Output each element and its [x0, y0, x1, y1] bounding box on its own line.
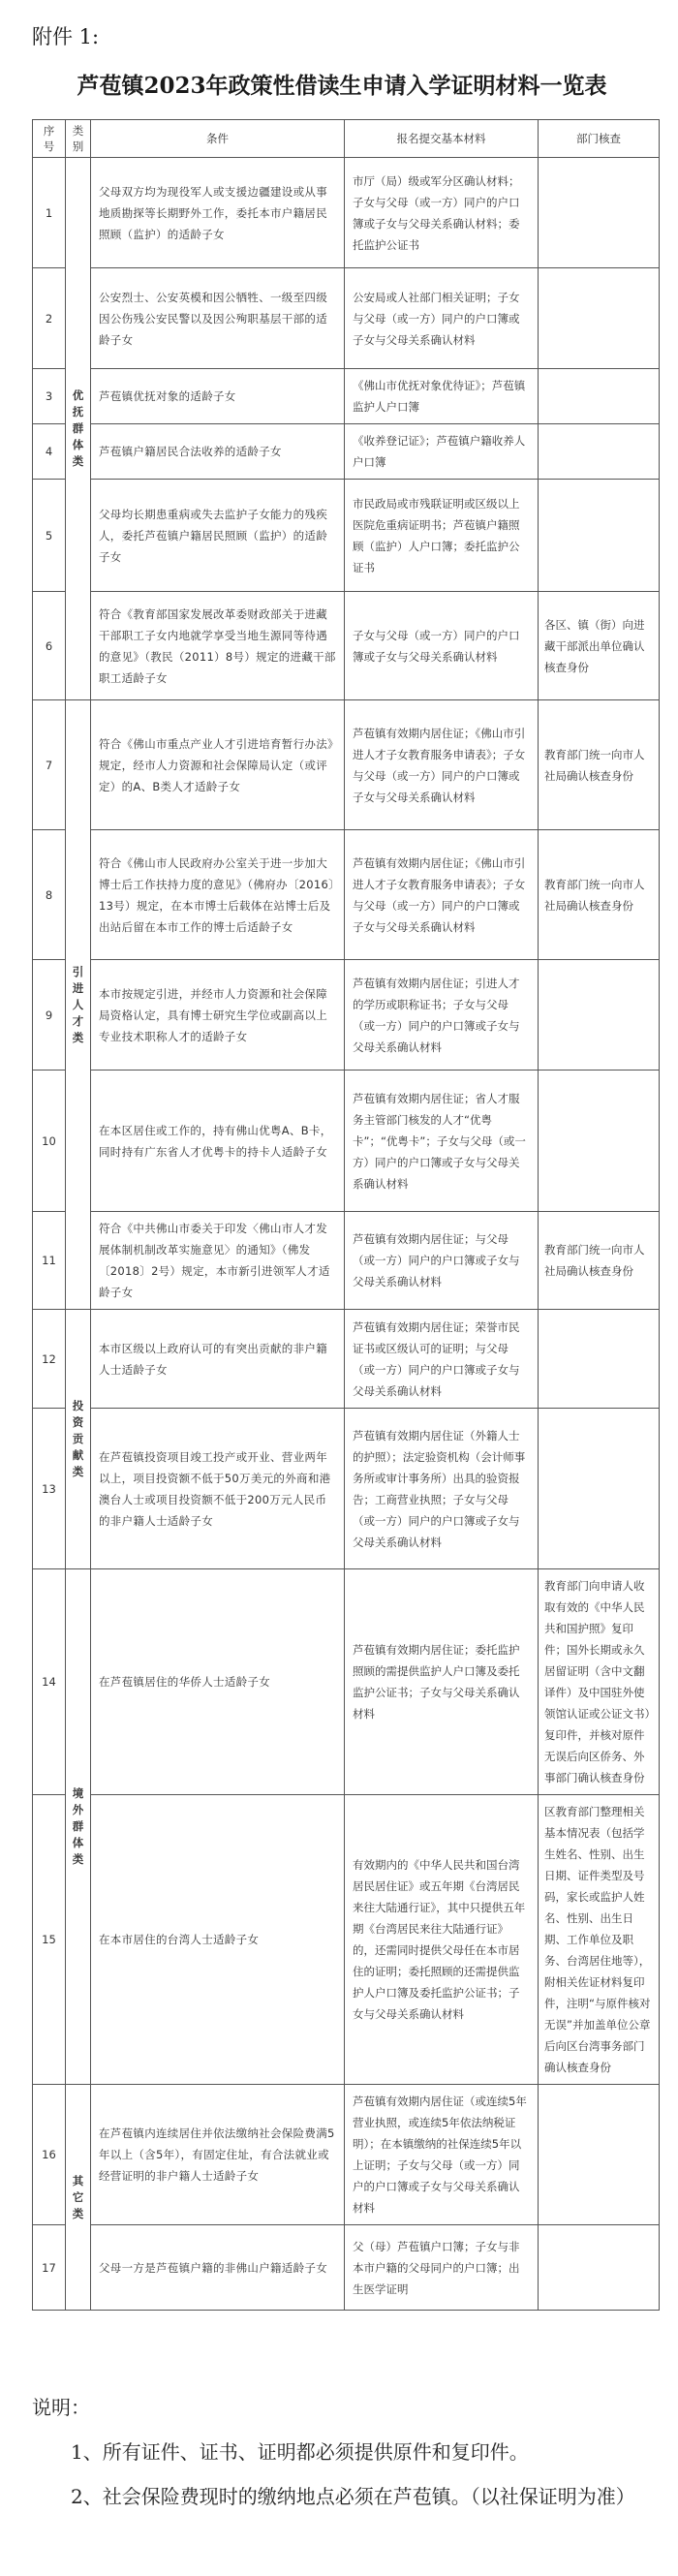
materials-cell: 《收养登记证》；芦苞镇户籍收养人户口簿	[345, 424, 539, 480]
note-item: 2、社会保险费现时的缴纳地点必须在芦苞镇。（以社保证明为准）	[71, 2485, 635, 2508]
category-cell: 引进人才类	[66, 700, 91, 1310]
page-title: 芦苞镇2023年政策性借读生申请入学证明材料一览表	[77, 73, 607, 99]
department-cell	[539, 158, 660, 268]
condition-cell: 在本市居住的台湾人士适龄子女	[91, 1795, 345, 2085]
materials-cell: 芦苞镇有效期内居住证；委托监护照顾的需提供监护人户口簿及委托监护公证书；子女与父母关系确认材料	[345, 1569, 539, 1795]
department-cell	[539, 2225, 660, 2311]
category-cell: 投资贡献类	[66, 1310, 91, 1569]
header-department: 部门核查	[539, 120, 660, 158]
row-number: 9	[33, 960, 66, 1071]
materials-cell: 《佛山市优抚对象优待证》；芦苞镇监护人户口簿	[345, 369, 539, 424]
row-number: 14	[33, 1569, 66, 1795]
department-cell	[539, 960, 660, 1071]
table-row	[33, 424, 660, 480]
table-row	[33, 700, 660, 830]
condition-cell: 在芦苞镇居住的华侨人士适龄子女	[91, 1569, 345, 1795]
department-cell	[539, 1310, 660, 1409]
table-row	[33, 592, 660, 700]
condition-cell: 在本区居住或工作的，持有佛山优粤A、B卡，同时持有广东省人才优粤卡的持卡人适龄子女	[91, 1071, 345, 1212]
row-number: 15	[33, 1795, 66, 2085]
row-number: 4	[33, 424, 66, 480]
row-number: 12	[33, 1310, 66, 1409]
materials-cell: 芦苞镇有效期内居住证；《佛山市引进人才子女教育服务申请表》；子女与父母（或一方）同户的户口簿或子女与父母关系确认材料	[345, 700, 539, 830]
row-number: 7	[33, 700, 66, 830]
row-number: 17	[33, 2225, 66, 2311]
materials-table	[32, 119, 660, 2311]
department-cell: 教育部门向申请人收取有效的《中华人民共和国护照》复印件；国外长期或永久居留证明（含中文翻译件）及中国驻外使领馆认证或公证文书）复印件，并核对原件无误后向区侨务、外事部门确认核查身份	[539, 1569, 660, 1795]
materials-cell: 芦苞镇有效期内居住证；荣誉市民证书或区级认可的证明；与父母（或一方）同户的户口簿或子女与父母关系确认材料	[345, 1310, 539, 1409]
row-number: 1	[33, 158, 66, 268]
row-number: 11	[33, 1212, 66, 1310]
condition-cell: 在芦苞镇投资项目竣工投产或开业、营业两年以上，项目投资额不低于50万美元的外商和港澳台人士或项目投资额不低于200万元人民币的非户籍人士适龄子女	[91, 1409, 345, 1569]
department-cell: 教育部门统一向市人社局确认核查身份	[539, 830, 660, 960]
department-cell: 教育部门统一向市人社局确认核查身份	[539, 1212, 660, 1310]
condition-cell: 父母一方是芦苞镇户籍的非佛山户籍适龄子女	[91, 2225, 345, 2311]
table-header-row	[33, 120, 660, 158]
materials-cell: 父（母）芦苞镇户口簿；子女与非本市户籍的父母同户的户口簿；出生医学证明	[345, 2225, 539, 2311]
header-no: 序号	[33, 120, 66, 158]
table-row	[33, 2225, 660, 2311]
table-row	[33, 369, 660, 424]
department-cell: 区教育部门整理相关基本情况表（包括学生姓名、性别、出生日期、证件类型及号码，家长或监护人姓名、性别、出生日期、工作单位及职务、台湾居住地等），附相关佐证材料复印件，注明“与原件核对无误”并加盖单位公章后向区台湾事务部门确认核查身份	[539, 1795, 660, 2085]
materials-cell: 市民政局或市残联证明或区级以上医院危重病证明书；芦苞镇户籍照顾（监护）人户口簿；委托监护公证书	[345, 480, 539, 592]
condition-cell: 符合《佛山市人民政府办公室关于进一步加大博士后工作扶持力度的意见》（佛府办〔2016〕13号）规定，在本市博士后载体在站博士后及出站后留在本市工作的博士后适龄子女	[91, 830, 345, 960]
table-row	[33, 960, 660, 1071]
table-row	[33, 830, 660, 960]
department-cell	[539, 2085, 660, 2225]
condition-cell: 符合《佛山市重点产业人才引进培育暂行办法》规定，经市人力资源和社会保障局认定（或评定）的A、B类人才适龄子女	[91, 700, 345, 830]
table-row	[33, 480, 660, 592]
condition-cell: 在芦苞镇内连续居住并依法缴纳社会保险费满5年以上（含5年），有固定住址，有合法就业或经营证明的非户籍人士适龄子女	[91, 2085, 345, 2225]
materials-cell: 芦苞镇有效期内居住证（外籍人士的护照）；法定验资机构（会计师事务所或审计事务所）出具的验资报告；工商营业执照；子女与父母（或一方）同户的户口簿或子女与父母关系确认材料	[345, 1409, 539, 1569]
note-item: 1、所有证件、证书、证明都必须提供原件和复印件。	[71, 2440, 529, 2464]
condition-cell: 符合《教育部国家发展改革委财政部关于进藏干部职工子女内地就学享受当地生源同等待遇的意见》（教民（2011）8号）规定的进藏干部职工适龄子女	[91, 592, 345, 700]
table-row	[33, 1569, 660, 1795]
condition-cell: 公安烈士、公安英模和因公牺牲、一级至四级因公伤残公安民警以及因公殉职基层干部的适龄子女	[91, 268, 345, 369]
table-row	[33, 1071, 660, 1212]
department-cell: 各区、镇（街）向进藏干部派出单位确认核查身份	[539, 592, 660, 700]
category-cell: 优抚群体类	[66, 158, 91, 700]
materials-cell: 芦苞镇有效期内居住证；与父母（或一方）同户的户口簿或子女与父母关系确认材料	[345, 1212, 539, 1310]
notes-heading: 说明：	[32, 2396, 90, 2419]
notes-section	[32, 2385, 652, 2519]
table-row	[33, 268, 660, 369]
materials-cell: 公安局或人社部门相关证明；子女与父母（或一方）同户的户口簿或子女与父母关系确认材料	[345, 268, 539, 369]
header-category: 类别	[66, 120, 91, 158]
row-number: 5	[33, 480, 66, 592]
condition-cell: 芦苞镇优抚对象的适龄子女	[91, 369, 345, 424]
materials-cell: 芦苞镇有效期内居住证（或连续5年营业执照，或连续5年依法纳税证明）；在本镇缴纳的社保连续5年以上证明；子女与父母（或一方）同户的户口簿或子女与父母关系确认材料	[345, 2085, 539, 2225]
category-cell: 其它类	[66, 2085, 91, 2311]
header-condition: 条件	[91, 120, 345, 158]
row-number: 3	[33, 369, 66, 424]
materials-cell: 子女与父母（或一方）同户的户口簿或子女与父母关系确认材料	[345, 592, 539, 700]
table-row	[33, 1795, 660, 2085]
row-number: 13	[33, 1409, 66, 1569]
category-cell: 境外群体类	[66, 1569, 91, 2085]
attachment-label: 附件 1:	[32, 25, 100, 48]
table-row	[33, 158, 660, 268]
row-number: 10	[33, 1071, 66, 1212]
condition-cell: 父母双方均为现役军人或支援边疆建设或从事地质勘探等长期野外工作，委托本市户籍居民照顾（监护）的适龄子女	[91, 158, 345, 268]
condition-cell: 芦苞镇户籍居民合法收养的适龄子女	[91, 424, 345, 480]
row-number: 6	[33, 592, 66, 700]
table-row	[33, 1310, 660, 1409]
department-cell	[539, 424, 660, 480]
department-cell	[539, 268, 660, 369]
condition-cell: 父母均长期患重病或失去监护子女能力的残疾人，委托芦苞镇户籍居民照顾（监护）的适龄子女	[91, 480, 345, 592]
condition-cell: 本市按规定引进，并经市人力资源和社会保障局资格认定，具有博士研究生学位或副高以上专业技术职称人才的适龄子女	[91, 960, 345, 1071]
row-number: 2	[33, 268, 66, 369]
row-number: 16	[33, 2085, 66, 2225]
row-number: 8	[33, 830, 66, 960]
materials-cell: 市厅（局）级或军分区确认材料；子女与父母（或一方）同户的户口簿或子女与父母关系确认材料；委托监护公证书	[345, 158, 539, 268]
condition-cell: 本市区级以上政府认可的有突出贡献的非户籍人士适龄子女	[91, 1310, 345, 1409]
department-cell	[539, 369, 660, 424]
table-row	[33, 2085, 660, 2225]
table-row	[33, 1212, 660, 1310]
table-row	[33, 1409, 660, 1569]
materials-cell: 芦苞镇有效期内居住证；省人才服务主管部门核发的人才“优粤卡”；“优粤卡”；子女与父母（或一方）同户的户口簿或子女与父母关系确认材料	[345, 1071, 539, 1212]
department-cell	[539, 480, 660, 592]
header-materials: 报名提交基本材料	[345, 120, 539, 158]
department-cell	[539, 1409, 660, 1569]
department-cell: 教育部门统一向市人社局确认核查身份	[539, 700, 660, 830]
materials-cell: 有效期内的《中华人民共和国台湾居民居住证》或五年期《台湾居民来往大陆通行证》，其中只提供五年期《台湾居民来往大陆通行证》的，还需同时提供父母任在本市居住的证明；委托照顾的还需提供监护人户口簿及委托监护公证书；子女与父母关系确认材料	[345, 1795, 539, 2085]
materials-cell: 芦苞镇有效期内居住证；《佛山市引进人才子女教育服务申请表》；子女与父母（或一方）同户的户口簿或子女与父母关系确认材料	[345, 830, 539, 960]
materials-cell: 芦苞镇有效期内居住证；引进人才的学历或职称证书；子女与父母（或一方）同户的户口簿或子女与父母关系确认材料	[345, 960, 539, 1071]
department-cell	[539, 1071, 660, 1212]
condition-cell: 符合《中共佛山市委关于印发〈佛山市人才发展体制机制改革实施意见〉的通知》（佛发〔2018〕2号）规定，本市新引进领军人才适龄子女	[91, 1212, 345, 1310]
